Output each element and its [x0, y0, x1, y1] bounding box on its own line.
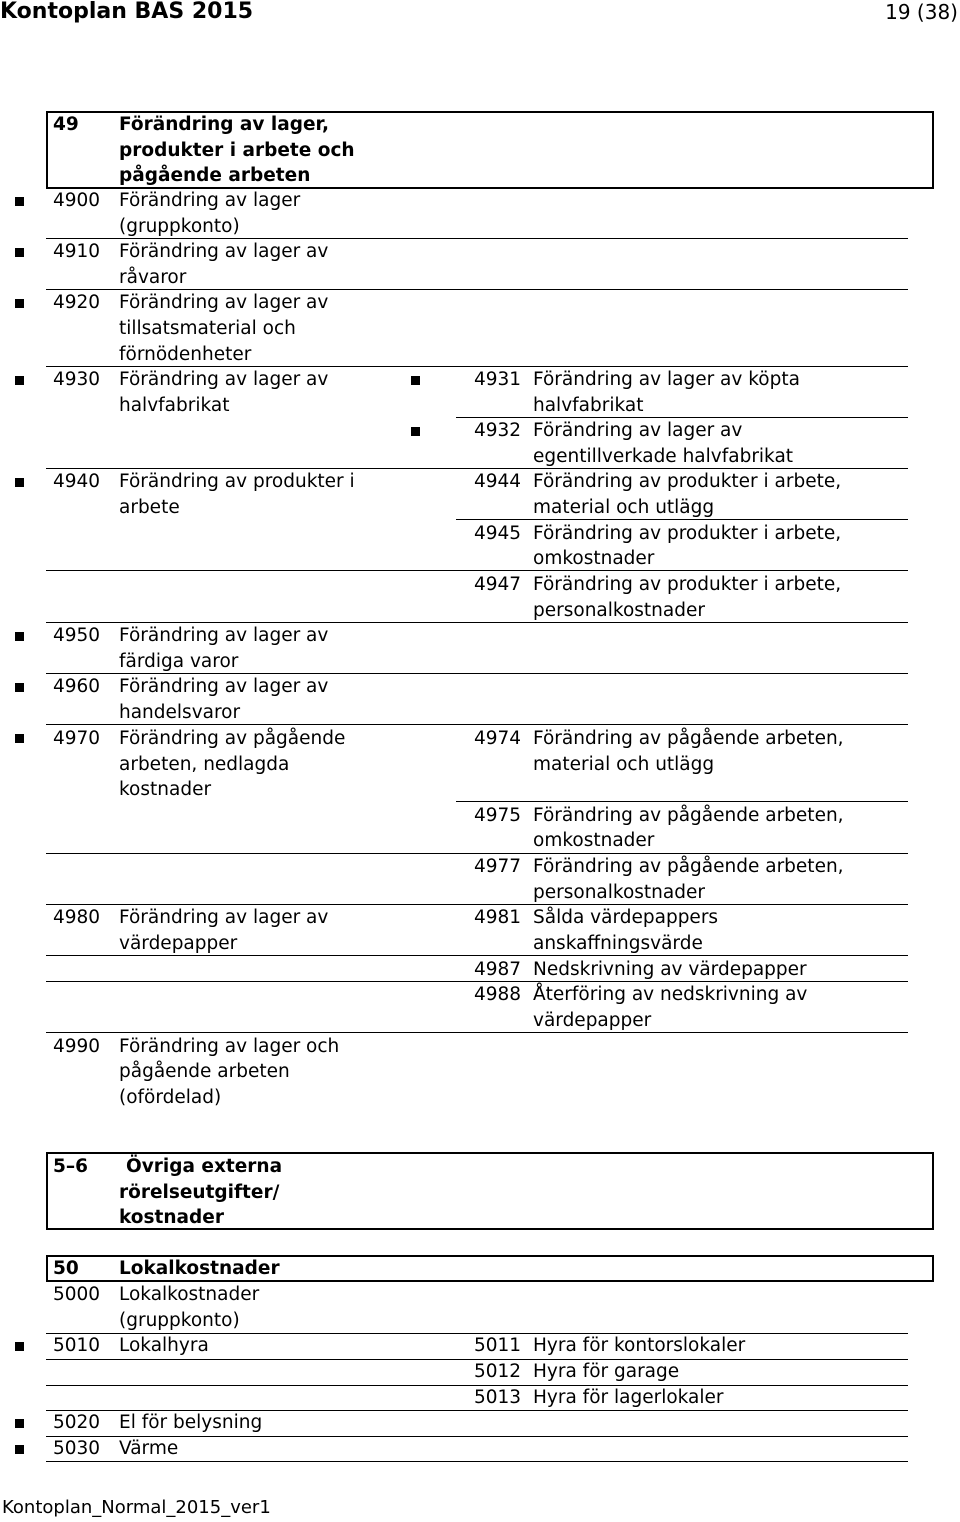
account-4974-name: material och utlägg — [533, 754, 715, 775]
account-4944-name: material och utlägg — [533, 497, 715, 518]
account-4970-name: arbeten, nedlagda — [119, 754, 290, 775]
account-5020-code: 5020 — [53, 1412, 101, 1433]
account-5000-name: (gruppkonto) — [119, 1310, 240, 1331]
bullet-icon — [15, 1445, 24, 1454]
account-5013-code: 5013 — [474, 1387, 522, 1408]
account-4945-name: omkostnader — [533, 548, 655, 569]
account-4980-name: Förändring av lager av — [119, 907, 329, 928]
account-4910-name: råvaror — [119, 267, 187, 288]
account-4977-name: personalkostnader — [533, 882, 705, 903]
account-4900-code: 4900 — [53, 190, 101, 211]
account-4930-name: halvfabrikat — [119, 395, 230, 416]
account-4920-code: 4920 — [53, 292, 101, 313]
account-5010-code: 5010 — [53, 1335, 101, 1356]
document-footer: Kontoplan_Normal_2015_ver1 — [2, 1497, 271, 1518]
bullet-icon — [15, 734, 24, 743]
account-4990-name: Förändring av lager och — [119, 1036, 340, 1057]
group-49-title-line-1: Förändring av lager, — [119, 114, 329, 135]
account-4947-code: 4947 — [474, 574, 522, 595]
account-4975-name: omkostnader — [533, 830, 655, 851]
account-5000-name: Lokalkostnader — [119, 1284, 260, 1305]
bullet-icon — [15, 299, 24, 308]
account-4930-code: 4930 — [53, 369, 101, 390]
account-4947-name: Förändring av produkter i arbete, — [533, 574, 842, 595]
row-divider — [46, 1032, 908, 1033]
account-5011-name: Hyra för kontorslokaler — [533, 1335, 746, 1356]
account-4944-name: Förändring av produkter i arbete, — [533, 471, 842, 492]
account-4988-name: Återföring av nedskrivning av — [533, 984, 808, 1005]
account-4990-code: 4990 — [53, 1036, 101, 1057]
account-4960-name: handelsvaror — [119, 702, 241, 723]
account-4945-name: Förändring av produkter i arbete, — [533, 523, 842, 544]
account-5013-name: Hyra för lagerlokaler — [533, 1387, 724, 1408]
class-5-6-code: 5–6 — [53, 1156, 88, 1177]
bullet-icon — [15, 1419, 24, 1428]
account-4990-name: pågående arbeten — [119, 1061, 290, 1082]
account-4931-name: Förändring av lager av köpta — [533, 369, 800, 390]
account-4910-name: Förändring av lager av — [119, 241, 329, 262]
account-4960-code: 4960 — [53, 676, 101, 697]
account-4975-name: Förändring av pågående arbeten, — [533, 805, 844, 826]
account-4981-name: anskaffningsvärde — [533, 933, 703, 954]
account-4947-name: personalkostnader — [533, 600, 705, 621]
subrow-divider — [456, 801, 908, 802]
account-4974-code: 4974 — [474, 728, 522, 749]
account-5020-name: El för belysning — [119, 1412, 263, 1433]
subrow-divider — [46, 570, 908, 571]
class-5-6-title-line-3: kostnader — [119, 1207, 224, 1228]
group-49-code: 49 — [53, 114, 79, 135]
account-4977-name: Förändring av pågående arbeten, — [533, 856, 844, 877]
group-49-title-line-3: pågående arbeten — [119, 165, 311, 186]
account-4932-name: egentillverkade halvfabrikat — [533, 446, 794, 467]
account-4900-name: (gruppkonto) — [119, 216, 240, 237]
account-4932-code: 4932 — [474, 420, 522, 441]
bullet-icon — [15, 478, 24, 487]
account-4950-name: Förändring av lager av — [119, 625, 329, 646]
account-5000-code: 5000 — [53, 1284, 101, 1305]
account-4970-code: 4970 — [53, 728, 101, 749]
account-4930-name: Förändring av lager av — [119, 369, 329, 390]
group-50-code: 50 — [53, 1258, 79, 1279]
account-4944-code: 4944 — [474, 471, 522, 492]
bullet-icon — [411, 376, 420, 385]
account-4950-name: färdiga varor — [119, 651, 239, 672]
account-4990-name: (ofördelad) — [119, 1087, 222, 1108]
account-4910-code: 4910 — [53, 241, 101, 262]
account-4974-name: Förändring av pågående arbeten, — [533, 728, 844, 749]
account-4900-name: Förändring av lager — [119, 190, 301, 211]
account-4920-name: Förändring av lager av — [119, 292, 329, 313]
class-5-6-title-line-1: Övriga externa — [126, 1156, 283, 1177]
account-4940-name: arbete — [119, 497, 180, 518]
account-5012-name: Hyra för garage — [533, 1361, 680, 1382]
group-49-title-line-2: produkter i arbete och — [119, 140, 355, 161]
document-title: Kontoplan BAS 2015 — [0, 0, 254, 24]
account-4975-code: 4975 — [474, 805, 522, 826]
account-5030-name: Värme — [119, 1438, 179, 1459]
account-4940-name: Förändring av produkter i — [119, 471, 355, 492]
bullet-icon — [15, 683, 24, 692]
account-4931-name: halvfabrikat — [533, 395, 644, 416]
group-50-title: Lokalkostnader — [119, 1258, 280, 1279]
bullet-icon — [15, 376, 24, 385]
account-4977-code: 4977 — [474, 856, 522, 877]
account-4987-code: 4987 — [474, 959, 522, 980]
account-4940-code: 4940 — [53, 471, 101, 492]
account-4980-code: 4980 — [53, 907, 101, 928]
account-5011-code: 5011 — [474, 1335, 522, 1356]
account-4920-name: tillsatsmaterial och — [119, 318, 296, 339]
account-4931-code: 4931 — [474, 369, 522, 390]
account-4980-name: värdepapper — [119, 933, 238, 954]
account-4981-name: Sålda värdepappers — [533, 907, 719, 928]
account-4970-name: kostnader — [119, 779, 212, 800]
bullet-icon — [15, 1342, 24, 1351]
bullet-icon — [15, 197, 24, 206]
class-5-6-title-line-2: rörelseutgifter/ — [119, 1182, 280, 1203]
account-5010-name: Lokalhyra — [119, 1335, 209, 1356]
account-4945-code: 4945 — [474, 523, 522, 544]
account-4987-name: Nedskrivning av värdepapper — [533, 959, 807, 980]
account-4988-name: värdepapper — [533, 1010, 652, 1031]
account-4970-name: Förändring av pågående — [119, 728, 346, 749]
bullet-icon — [15, 248, 24, 257]
page-number: 19 (38) — [885, 0, 958, 24]
account-4932-name: Förändring av lager av — [533, 420, 743, 441]
bullet-icon — [411, 427, 420, 436]
account-4920-name: förnödenheter — [119, 344, 252, 365]
account-5012-code: 5012 — [474, 1361, 522, 1382]
bullet-icon — [15, 632, 24, 641]
account-4988-code: 4988 — [474, 984, 522, 1005]
account-4950-code: 4950 — [53, 625, 101, 646]
account-4960-name: Förändring av lager av — [119, 676, 329, 697]
account-5030-code: 5030 — [53, 1438, 101, 1459]
account-4981-code: 4981 — [474, 907, 522, 928]
